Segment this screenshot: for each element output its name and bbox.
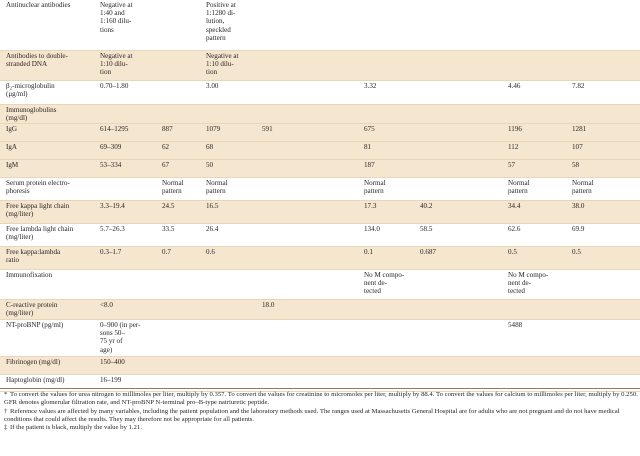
table-cell: 50 bbox=[202, 159, 258, 177]
table-cell bbox=[450, 0, 504, 50]
table-cell bbox=[302, 356, 360, 374]
table-cell bbox=[416, 50, 450, 80]
table-row bbox=[0, 0, 640, 50]
row-label: IgM bbox=[0, 159, 96, 177]
table-cell: 112 bbox=[504, 141, 568, 159]
table-cell bbox=[450, 50, 504, 80]
table-cell: 58 bbox=[568, 159, 640, 177]
table-cell bbox=[450, 200, 504, 223]
table-cell bbox=[302, 50, 360, 80]
table-cell bbox=[568, 50, 640, 80]
table-cell bbox=[302, 177, 360, 200]
table-cell: 16–199 bbox=[96, 374, 158, 391]
table-cell: 5.7–26.3 bbox=[96, 223, 158, 246]
table-cell bbox=[568, 0, 640, 50]
table-cell: Normal pattern bbox=[568, 177, 640, 200]
table-cell bbox=[450, 80, 504, 104]
table-cell bbox=[202, 299, 258, 319]
table-cell: No M compo- nent de- tected bbox=[360, 269, 416, 299]
table-cell bbox=[504, 104, 568, 123]
table-cell bbox=[302, 104, 360, 123]
table-cell: 5488 bbox=[504, 319, 568, 356]
footnotes bbox=[0, 388, 640, 432]
table-row bbox=[0, 104, 640, 123]
table-cell: 40.2 bbox=[416, 200, 450, 223]
table-cell: 38.0 bbox=[568, 200, 640, 223]
table-cell bbox=[416, 123, 450, 141]
row-label: Fibrinogen (mg/dl) bbox=[0, 356, 96, 374]
table-cell bbox=[258, 141, 302, 159]
footnote-symbol: * bbox=[4, 391, 8, 398]
table-cell bbox=[360, 104, 416, 123]
table-cell bbox=[568, 319, 640, 356]
table-cell: 1079 bbox=[202, 123, 258, 141]
table-cell bbox=[302, 200, 360, 223]
table-cell bbox=[416, 0, 450, 50]
table-cell bbox=[450, 269, 504, 299]
table-cell bbox=[416, 159, 450, 177]
table-cell bbox=[450, 223, 504, 246]
table-cell bbox=[158, 0, 202, 50]
footnote bbox=[4, 408, 640, 425]
table-cell: 24.5 bbox=[158, 200, 202, 223]
table-cell: 1281 bbox=[568, 123, 640, 141]
table-cell bbox=[258, 246, 302, 269]
table-cell: 3.00 bbox=[202, 80, 258, 104]
table-cell bbox=[416, 356, 450, 374]
table-row bbox=[0, 200, 640, 223]
table-cell: 0.6 bbox=[202, 246, 258, 269]
row-label: Free lambda light chain (mg/liter) bbox=[0, 223, 96, 246]
table-cell: Negative at 1:10 dilu- tion bbox=[202, 50, 258, 80]
row-label: Immunofixation bbox=[0, 269, 96, 299]
table-cell: 107 bbox=[568, 141, 640, 159]
table-cell bbox=[96, 269, 158, 299]
table-row bbox=[0, 356, 640, 374]
footnote-text: If the patient is black, multiply the value by 1.21. bbox=[10, 424, 142, 432]
table-cell: 62 bbox=[158, 141, 202, 159]
table-cell bbox=[258, 0, 302, 50]
table-row bbox=[0, 223, 640, 246]
table-cell: 69.9 bbox=[568, 223, 640, 246]
table-cell: 0.5 bbox=[568, 246, 640, 269]
table-cell bbox=[258, 104, 302, 123]
table-cell: 3.3–19.4 bbox=[96, 200, 158, 223]
table-cell bbox=[302, 0, 360, 50]
table-cell bbox=[450, 177, 504, 200]
table-cell bbox=[416, 177, 450, 200]
table-cell bbox=[568, 299, 640, 319]
table-cell bbox=[258, 356, 302, 374]
table-cell bbox=[302, 269, 360, 299]
table-cell: 134.0 bbox=[360, 223, 416, 246]
table-cell bbox=[450, 159, 504, 177]
table-cell: Normal pattern bbox=[360, 177, 416, 200]
table-cell bbox=[158, 50, 202, 80]
table-cell: 57 bbox=[504, 159, 568, 177]
table-cell bbox=[360, 50, 416, 80]
table-cell bbox=[302, 80, 360, 104]
table-cell: 0.1 bbox=[360, 246, 416, 269]
row-label: Free kappa light chain (mg/liter) bbox=[0, 200, 96, 223]
row-label: Serum protein electro- phoresis bbox=[0, 177, 96, 200]
table-cell bbox=[302, 319, 360, 356]
table-cell: 67 bbox=[158, 159, 202, 177]
footnote-text: Reference values are affected by many variables, including the patient population and the laboratory methods used. The ranges used at Massachusetts General Hospital are for adults who are not pregnant and do not have medical conditions that could affect the results. They may therefore not be appropriate for all patients. bbox=[4, 407, 620, 423]
table-cell bbox=[302, 299, 360, 319]
table-cell bbox=[96, 104, 158, 123]
table-cell bbox=[360, 299, 416, 319]
table-cell: 887 bbox=[158, 123, 202, 141]
table-cell bbox=[450, 356, 504, 374]
row-label: Antinuclear antibodies bbox=[0, 0, 96, 50]
table-cell: 7.82 bbox=[568, 80, 640, 104]
table-cell: 0.7 bbox=[158, 246, 202, 269]
table-cell bbox=[258, 269, 302, 299]
table-cell bbox=[416, 269, 450, 299]
table-cell: 16.5 bbox=[202, 200, 258, 223]
table-cell: 69–309 bbox=[96, 141, 158, 159]
table-cell bbox=[258, 50, 302, 80]
footnote-text: To convert the values for urea nitrogen to millimoles per liter, multiply by 0.357. To convert the values for creatinine to micromoles per liter, multiply by 88.4. To convert the values for calcium to millimoles per liter, multiply by 0.250. GFR denotes glomerular filtration rate, and NT-proBNP N-terminal pro–B-type natriuretic peptide. bbox=[4, 391, 638, 407]
table-cell bbox=[504, 0, 568, 50]
table-cell: 17.3 bbox=[360, 200, 416, 223]
row-label: C-reactive protein (mg/liter) bbox=[0, 299, 96, 319]
table-cell bbox=[450, 299, 504, 319]
table-cell: 614–1295 bbox=[96, 123, 158, 141]
table-cell bbox=[416, 319, 450, 356]
table-cell: 0.5 bbox=[504, 246, 568, 269]
row-label: Immunoglobulins (mg/dl) bbox=[0, 104, 96, 123]
table-cell: 3.32 bbox=[360, 80, 416, 104]
table-cell bbox=[504, 50, 568, 80]
table-cell bbox=[450, 319, 504, 356]
table-cell bbox=[568, 356, 640, 374]
table-cell bbox=[360, 319, 416, 356]
table-cell: 58.5 bbox=[416, 223, 450, 246]
row-label: Antibodies to double- stranded DNA bbox=[0, 50, 96, 80]
row-label: IgG bbox=[0, 123, 96, 141]
table-cell: Normal pattern bbox=[504, 177, 568, 200]
footnote bbox=[4, 391, 640, 408]
table-cell bbox=[360, 0, 416, 50]
table-cell bbox=[258, 159, 302, 177]
table-cell: 26.4 bbox=[202, 223, 258, 246]
table-cell: 34.4 bbox=[504, 200, 568, 223]
table-cell bbox=[450, 246, 504, 269]
table-row bbox=[0, 246, 640, 269]
table-cell bbox=[202, 104, 258, 123]
table-cell bbox=[302, 141, 360, 159]
table-cell: 187 bbox=[360, 159, 416, 177]
table-cell bbox=[258, 223, 302, 246]
table-cell: <8.0 bbox=[96, 299, 158, 319]
table-cell: 0.3–1.7 bbox=[96, 246, 158, 269]
table-cell bbox=[202, 269, 258, 299]
table-cell: 0.70–1.80 bbox=[96, 80, 158, 104]
table-cell: 591 bbox=[258, 123, 302, 141]
table-cell: 18.0 bbox=[258, 299, 302, 319]
table-cell: 1196 bbox=[504, 123, 568, 141]
table-cell bbox=[302, 159, 360, 177]
table-cell bbox=[360, 356, 416, 374]
table-cell bbox=[202, 319, 258, 356]
table-cell: Normal pattern bbox=[158, 177, 202, 200]
table-cell bbox=[450, 141, 504, 159]
table-cell bbox=[158, 104, 202, 123]
row-label: Free kappa:lambda ratio bbox=[0, 246, 96, 269]
table-cell: 4.46 bbox=[504, 80, 568, 104]
table-cell: 53–334 bbox=[96, 159, 158, 177]
table-row bbox=[0, 123, 640, 141]
table-cell: Positive at 1:1280 di- lution, speckled pattern bbox=[202, 0, 258, 50]
footnote bbox=[4, 424, 640, 432]
table-cell bbox=[450, 104, 504, 123]
table-cell: 68 bbox=[202, 141, 258, 159]
row-label: NT-proBNP (pg/ml) bbox=[0, 319, 96, 356]
table-cell: 0.687 bbox=[416, 246, 450, 269]
table-cell: 0–900 (in per- sons 50– 75 yr of age) bbox=[96, 319, 158, 356]
table-cell: 81 bbox=[360, 141, 416, 159]
table-cell bbox=[202, 356, 258, 374]
table-cell bbox=[568, 269, 640, 299]
table-cell bbox=[568, 104, 640, 123]
table-row bbox=[0, 50, 640, 80]
table-cell bbox=[416, 141, 450, 159]
table-cell bbox=[258, 177, 302, 200]
table-cell bbox=[302, 123, 360, 141]
table-cell bbox=[416, 80, 450, 104]
table-cell: 33.5 bbox=[158, 223, 202, 246]
table-cell bbox=[258, 80, 302, 104]
table-cell bbox=[158, 319, 202, 356]
table-row bbox=[0, 80, 640, 104]
table-cell: No M compo- nent de- tected bbox=[504, 269, 568, 299]
table-row bbox=[0, 299, 640, 319]
table-cell bbox=[302, 246, 360, 269]
table-cell: Normal pattern bbox=[202, 177, 258, 200]
table-cell bbox=[158, 356, 202, 374]
row-label: β₂-microglobulin (μg/ml) bbox=[0, 80, 96, 104]
table-cell bbox=[416, 104, 450, 123]
table-cell bbox=[450, 123, 504, 141]
table-row bbox=[0, 159, 640, 177]
table-cell bbox=[258, 200, 302, 223]
table-cell: Negative at 1:10 dilu- tion bbox=[96, 50, 158, 80]
table-cell bbox=[302, 223, 360, 246]
table-row bbox=[0, 269, 640, 299]
table-row bbox=[0, 177, 640, 200]
table-cell bbox=[504, 356, 568, 374]
table-cell bbox=[504, 299, 568, 319]
table-cell: 150–400 bbox=[96, 356, 158, 374]
table-cell bbox=[158, 269, 202, 299]
table-cell: 675 bbox=[360, 123, 416, 141]
row-label: IgA bbox=[0, 141, 96, 159]
table-row bbox=[0, 141, 640, 159]
table-cell: Negative at 1:40 and 1:160 dilu- tions bbox=[96, 0, 158, 50]
table-cell bbox=[158, 80, 202, 104]
table-row bbox=[0, 319, 640, 356]
table-cell bbox=[258, 319, 302, 356]
table-cell bbox=[416, 299, 450, 319]
row-label: Haptoglobin (mg/dl) bbox=[0, 374, 96, 391]
footnote-symbol: † bbox=[4, 407, 8, 415]
table-cell: 62.6 bbox=[504, 223, 568, 246]
footnote-symbol: ‡ bbox=[4, 424, 8, 432]
table-cell bbox=[158, 299, 202, 319]
table-cell bbox=[96, 177, 158, 200]
